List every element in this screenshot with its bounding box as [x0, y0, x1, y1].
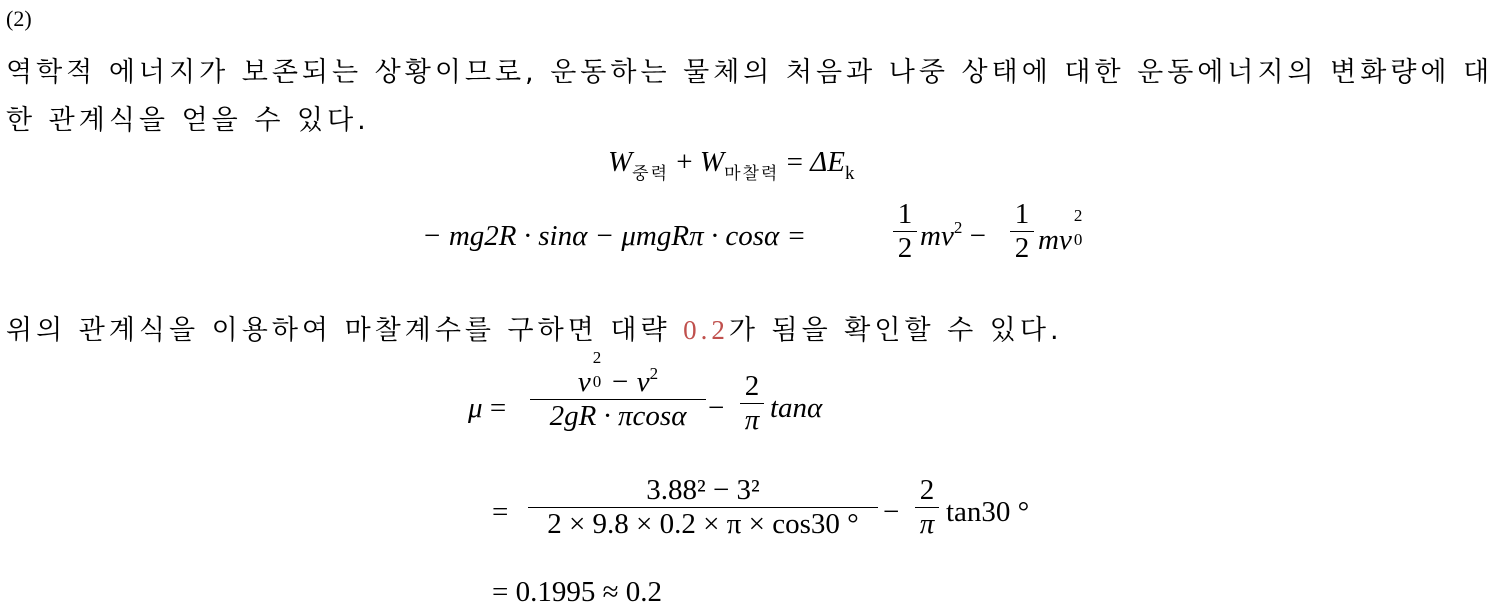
- paragraph-1-line-1: 역학적 에너지가 보존되는 상황이므로, 운동하는 물체의 처음과 나중 상태에 대한 운동에너지의 변화량에 대: [6, 57, 1494, 88]
- eq4-equals: =: [492, 496, 509, 528]
- subscript-friction: 마찰력: [724, 164, 780, 184]
- equation-work-energy: $W_{중력} + W_{마찰력} = \Delta E_k$: [608, 146, 855, 184]
- term-mv0-squared: mv 2 0: [1038, 206, 1083, 256]
- fraction-mu-main: v 2 0 − $v^2$ 2gR · πcosα: [530, 362, 706, 433]
- eq4-minus: −: [883, 496, 900, 528]
- paragraph-2: 위의 관계식을 이용하여 마찰계수를 구하면 대략 0.2가 됨을 확인할 수 있다.: [6, 315, 1063, 346]
- subscript-gravity: 중력: [632, 164, 670, 184]
- result-line: = 0.1995 ≈ 0.2: [492, 576, 663, 608]
- fraction-2-over-pi-2: 2 π: [915, 474, 939, 541]
- part-label: (2): [6, 6, 32, 31]
- fraction-2-over-pi-1: 2 π: [740, 370, 764, 437]
- eq3-minus: −: [708, 392, 725, 424]
- tan-alpha: tanα: [770, 392, 823, 424]
- fraction-half-1: 1 2: [893, 198, 917, 265]
- term-mv-squared: $mv^2$ −: [920, 218, 986, 252]
- equation-energy-expanded: − mg2R · sinα − μmgRπ · cosα =: [422, 220, 807, 252]
- paragraph-1-line-2: 한 관계식을 얻을 수 있다.: [6, 105, 370, 136]
- tan-30: tan30 °: [946, 496, 1030, 528]
- mu-symbol: μ =: [468, 392, 507, 424]
- highlight-value: 0.2: [683, 315, 729, 345]
- fraction-numeric: 3.88² − 3² 2 × 9.8 × 0.2 × π × cos30 °: [528, 474, 878, 541]
- fraction-half-2: 1 2: [1010, 198, 1034, 265]
